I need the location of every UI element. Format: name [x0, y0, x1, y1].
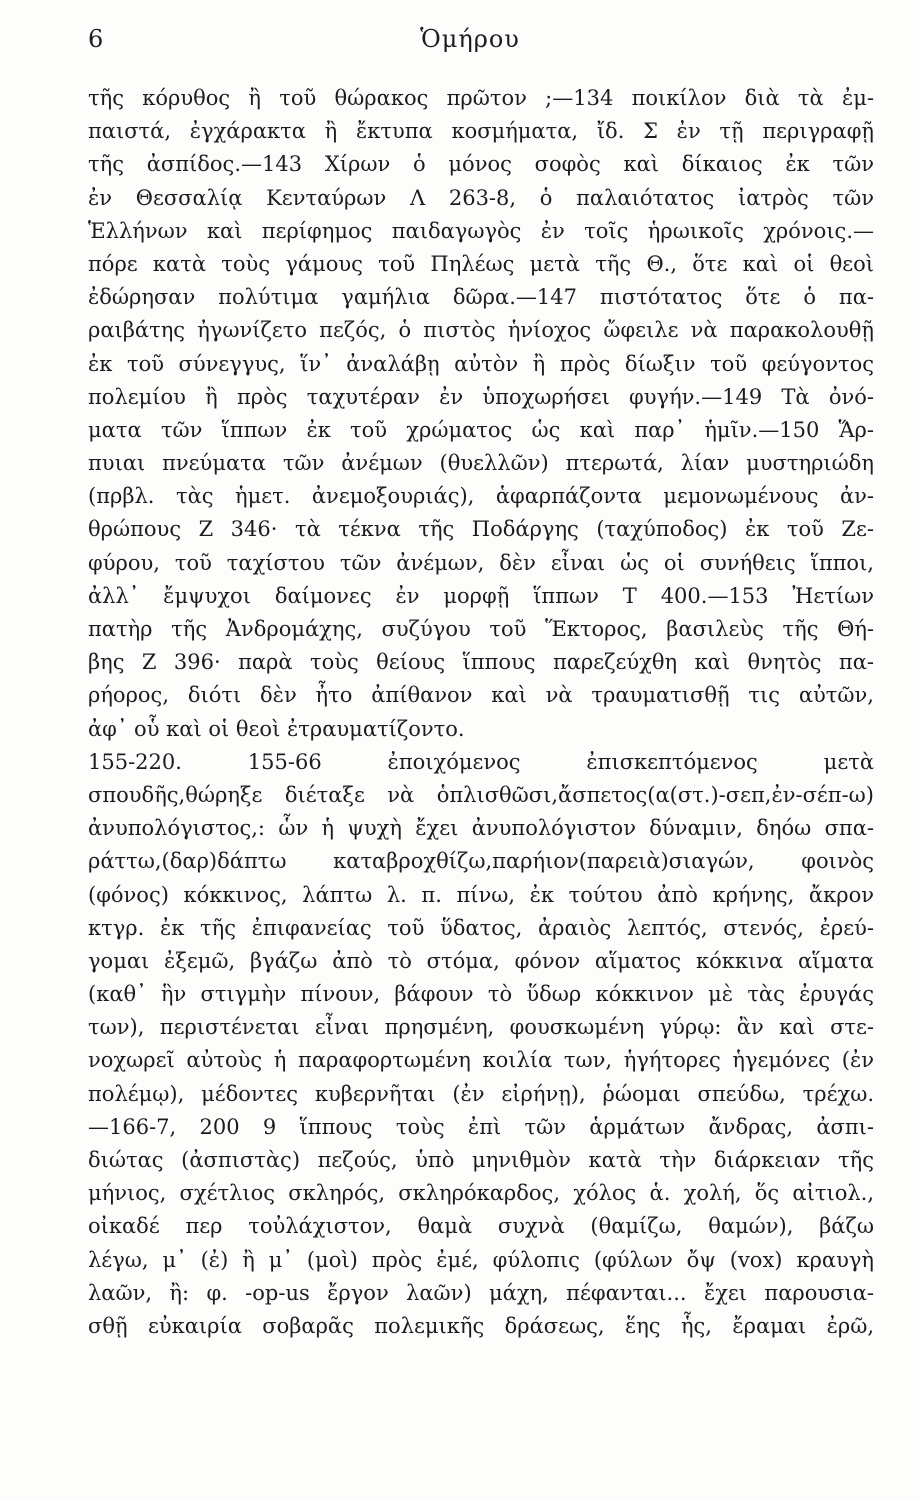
text-line: κτγρ. ἐκ τῆς ἐπιφανείας τοῦ ὕδατος, ἀραιὸς λεπτός, στενός, ἐρεύ-	[88, 915, 874, 940]
text-line: θρώπους Ζ 346· τὰ τέκνα τῆς Ποδάργης (ταχύποδος) ἐκ τοῦ Ζε-	[88, 517, 874, 542]
running-title: Ὁμήρου	[420, 25, 520, 53]
text-line: διώτας (ἀσπιστὰς) πεζούς, ὑπὸ μηνιθμὸν κατὰ τὴν διάρκειαν τῆς	[88, 1148, 874, 1172]
text-line: μήνιος, σχέτλιος σκληρός, σκληρόκαρδος, χόλος ἁ. χολή, ὅς αἰτιολ.,	[88, 1181, 874, 1206]
text-line: ρήορος, διότι δὲν ἦτο ἀπίθανον καὶ νὰ τραυματισθῇ τις αὐτῶν,	[88, 683, 874, 708]
text-line: γομαι ἐξεμῶ, βγάζω ἀπὸ τὸ στόμα, φόνον αἵματος κόκκινα αἵματα	[88, 948, 874, 973]
page-number: 6	[88, 25, 104, 53]
text-line: ἀλλ᾿ ἔμψυχοι δαίμονες ἐν μορφῇ ἵππων Τ 400.—153 Ἠετίων	[88, 583, 874, 608]
text-line: πολέμῳ), μέδοντες κυβερνῆται (ἐν εἰρήνῃ), ῥώομαι σπεύδω, τρέχω.	[88, 1081, 874, 1106]
text-line: παιστά, ἐγχάρακτα ἢ ἔκτυπα κοσμήματα, ἴδ. Σ ἐν τῇ περιγραφῇ	[88, 119, 874, 144]
text-line: πυιαι πνεύματα τῶν ἀνέμων (θυελλῶν) πτερωτά, λίαν μυστηριώδη	[88, 451, 874, 476]
text-line: πατὴρ τῆς Ἀνδρομάχης, συζύγου τοῦ Ἕκτορος, βασιλεὺς τῆς Θή-	[88, 617, 874, 641]
text-line: ἀφ᾿ οὗ καὶ οἱ θεοὶ ἐτραυματίζοντο.	[88, 716, 465, 741]
text-line: σπουδῆς,θώρηξε διέταξε νὰ ὁπλισθῶσι,ἄσπετος(α(στ.)-σεπ,ἐν-σέπ-ω)	[88, 782, 874, 807]
text-line: (καθ᾿ ἣν στιγμὴν πίνουν, βάφουν τὸ ὕδωρ κόκκινον μὲ τὰς ἐρυγάς	[88, 982, 874, 1007]
page-header	[80, 24, 860, 64]
section-heading-line: 155-220. 155-66 ἐποιχόμενος ἐπισκεπτόμενος μετὰ	[88, 749, 874, 774]
text-line: λαῶν, ἢ: φ. -op-us ἔργον λαῶν) μάχη, πέφανται... ἔχει παρουσια-	[88, 1280, 874, 1305]
text-line: σθῇ εὐκαιρία σοβαρᾶς πολεμικῆς δράσεως, ἕης ἧς, ἔραμαι ἐρῶ,	[88, 1313, 874, 1338]
text-line: ματα τῶν ἵππων ἐκ τοῦ χρώματος ὡς καὶ παρ᾿ ἡμῖν.—150 Ἅρ-	[88, 417, 874, 442]
text-line: φύρου, τοῦ ταχίστου τῶν ἀνέμων, δὲν εἶναι ὡς οἱ συνήθεις ἵπποι,	[88, 550, 874, 575]
text-line: ἐδώρησαν πολύτιμα γαμήλια δῶρα.—147 πιστότατος ὅτε ὁ πα-	[88, 285, 874, 310]
text-line: Ἑλλήνων καὶ περίφημος παιδαγωγὸς ἐν τοῖς ἡρωικοῖς χρόνοις.—	[88, 218, 874, 243]
text-line: τῆς ἀσπίδος.—143 Χίρων ὁ μόνος σοφὸς καὶ δίκαιος ἐκ τῶν	[88, 152, 874, 177]
text-line	[88, 1343, 874, 1376]
text-line: —166-7, 200 9 ἵππους τοὺς ἐπὶ τῶν ἁρμάτων ἄνδρας, ἀσπι-	[88, 1114, 874, 1139]
text-line: οἰκαδέ περ τοὐλάχιστον, θαμὰ συχνὰ (θαμίζω, θαμών), βάζω	[88, 1214, 874, 1239]
text-line: νοχωρεῖ αὐτοὺς ἡ παραφορτωμένη κοιλία των, ἡγήτορες ἡγεμόνες (ἐν	[88, 1048, 874, 1073]
text-line: πόρε κατὰ τοὺς γάμους τοῦ Πηλέως μετὰ τῆς Θ., ὅτε καὶ οἱ θεοὶ	[88, 251, 874, 276]
text-line: πολεμίου ἢ πρὸς ταχυτέραν ἐν ὑποχωρήσει φυγήν.—149 Τὰ ὀνό-	[88, 384, 874, 409]
text-line: λέγω, μ᾿ (ἐ) ἢ μ᾿ (μοὶ) πρὸς ἐμέ, φύλοπις (φύλων ὄψ (vox) κραυγὴ	[88, 1247, 874, 1272]
text-line: ραιβάτης ἠγωνίζετο πεζός, ὁ πιστὸς ἡνίοχος ὤφειλε νὰ παρακολουθῇ	[88, 318, 874, 343]
text-line: ράττω,(δαρ)δάπτω καταβροχθίζω,παρήιον(παρειὰ)σιαγών, φοινὸς	[88, 849, 874, 874]
text-line: ἐν Θεσσαλίᾳ Κενταύρων Λ 263-8, ὁ παλαιότατος ἰατρὸς τῶν	[88, 185, 874, 210]
text-line: των), περιστένεται εἶναι πρησμένη, φουσκωμένη γύρῳ: ἂν καὶ στε-	[88, 1015, 874, 1040]
commentary-text	[88, 82, 874, 1376]
text-line: ἀνυπολόγιστος,: ὧν ἡ ψυχὴ ἔχει ἀνυπολόγιστον δύναμιν, δηόω σπα-	[88, 816, 874, 841]
text-line: (φόνος) κόκκινος, λάπτω λ. π. πίνω, ἐκ τούτου ἀπὸ κρήνης, ἄκρον	[88, 882, 874, 907]
text-line: τῆς κόρυθος ἢ τοῦ θώρακος πρῶτον ;—134 ποικίλον διὰ τὰ ἐμ-	[88, 86, 874, 110]
text-line: βης Ζ 396· παρὰ τοὺς θείους ἵππους παρεζεύχθη καὶ θνητὸς πα-	[88, 650, 874, 675]
text-line: (πρβλ. τὰς ἡμετ. ἀνεμοξουριάς), ἁφαρπάζοντα μεμονωμένους ἀν-	[88, 484, 874, 509]
text-line: ἐκ τοῦ σύνεγγυς, ἵν᾿ ἀναλάβῃ αὐτὸν ἢ πρὸς δίωξιν τοῦ φεύγοντος	[88, 351, 874, 376]
